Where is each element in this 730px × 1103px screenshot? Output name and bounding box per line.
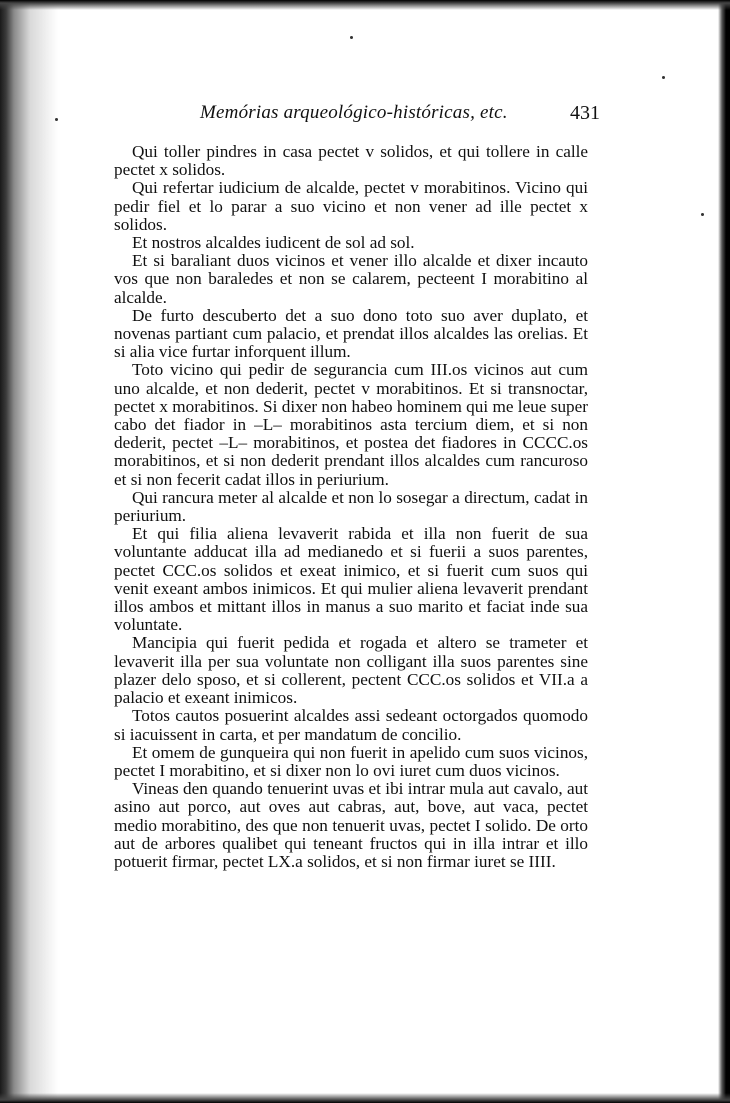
scan-shadow-left (0, 0, 58, 1103)
running-title: Memórias arqueológico-históricas, etc. (200, 102, 508, 123)
paragraph: Et qui filia aliena levaverit rabida et illa non fuerit de sua voluntante adducat illa ad medianedo et si fuerii a suos parentes, pectet CCC.os solidos et exeat inimico, et si fuerit cum suos qui venit exeant ambos inimicos. Et qui mulier aliena levaverit prendant illos ambos et mittant illos in manus a suo marito et faciat inde sua voluntate. (114, 524, 588, 635)
scan-speck (55, 118, 58, 121)
scan-speck (701, 213, 704, 216)
paragraph: Qui rancura meter al alcalde et non lo sosegar a directum, cadat in periurium. (114, 487, 588, 526)
paragraph: Qui refertar iudicium de alcalde, pectet v morabitinos. Vicino qui pedir fiel et lo parar a suo vicino et non vener ad ille pectet x solidos. (114, 178, 588, 234)
paragraph: Qui toller pindres in casa pectet v solidos, et qui tollere in calle pectet x solidos. (114, 142, 588, 180)
scan-speck (662, 76, 665, 79)
paragraph: Vineas den quando tenuerint uvas et ibi intrar mula aut cavalo, aut asino aut porco, aut oves aut cabras, aut, bove, aut vaca, pectet medio morabitino, des que non tenuerit uvas, pectet I solido. De orto aut de arbores qualibet qui teneant fructos qui in illa intrar et illo potuerit firmar, pectet LX.a solidos, et si non firmar iuret se IIII. (114, 779, 588, 871)
paragraph: Toto vicino qui pedir de segurancia cum III.os vicinos aut cum uno alcalde, et non dederit, pectet v morabitinos. Et si transnoctar, pectet x morabitinos. Si dixer non habeo hominem qui me leue super cabo det fiador in –L– morabitinos asta tercium diem, et si non dederit, pectet –L– morabitinos, et postea det fiadores in CCCC.os morabitinos, et si non dederit prendant illos alcaldes cum rancuroso et si non fecerit cadat illos in periurium. (114, 360, 588, 489)
paragraph: Totos cautos posuerint alcaldes assi sedeant octorgados quomodo si iacuissent in carta, et per mandatum de concilio. (114, 706, 588, 744)
scan-speck (350, 36, 353, 39)
paragraph: Mancipia qui fuerit pedida et rogada et altero se trameter et levaverit illa per sua voluntate non colligant illa suos parentes sine plazer delo sposo, et si collerent, pectent CCC.os solidos et VII.a a palacio et exeant inimicos. (114, 633, 588, 708)
paragraph: Et si baraliant duos vicinos et vener illo alcalde et dixer incauto vos que non baraledes et non se calarem, pecteent I morabitino al alcalde. (114, 251, 588, 307)
paragraph: De furto descuberto det a suo dono toto suo aver duplato, et novenas partiant cum palacio, et prendat illos alcaldes las orelias. Et si alia vice furtar inforquent illum. (114, 305, 588, 362)
body-text (114, 143, 588, 871)
scan-shadow-top (0, 0, 730, 10)
paragraph: Et omem de gunqueira qui non fuerit in apelido cum suos vicinos, pectet I morabitino, et si dixer non lo ovi iuret cum duos vicinos. (114, 742, 588, 780)
page-number: 431 (570, 102, 600, 124)
paragraph: Et nostros alcaldes iudicent de sol ad sol. (132, 233, 415, 253)
scan-shadow-right (718, 0, 730, 1103)
scan-shadow-bottom (0, 1093, 730, 1103)
page-header (200, 102, 600, 130)
